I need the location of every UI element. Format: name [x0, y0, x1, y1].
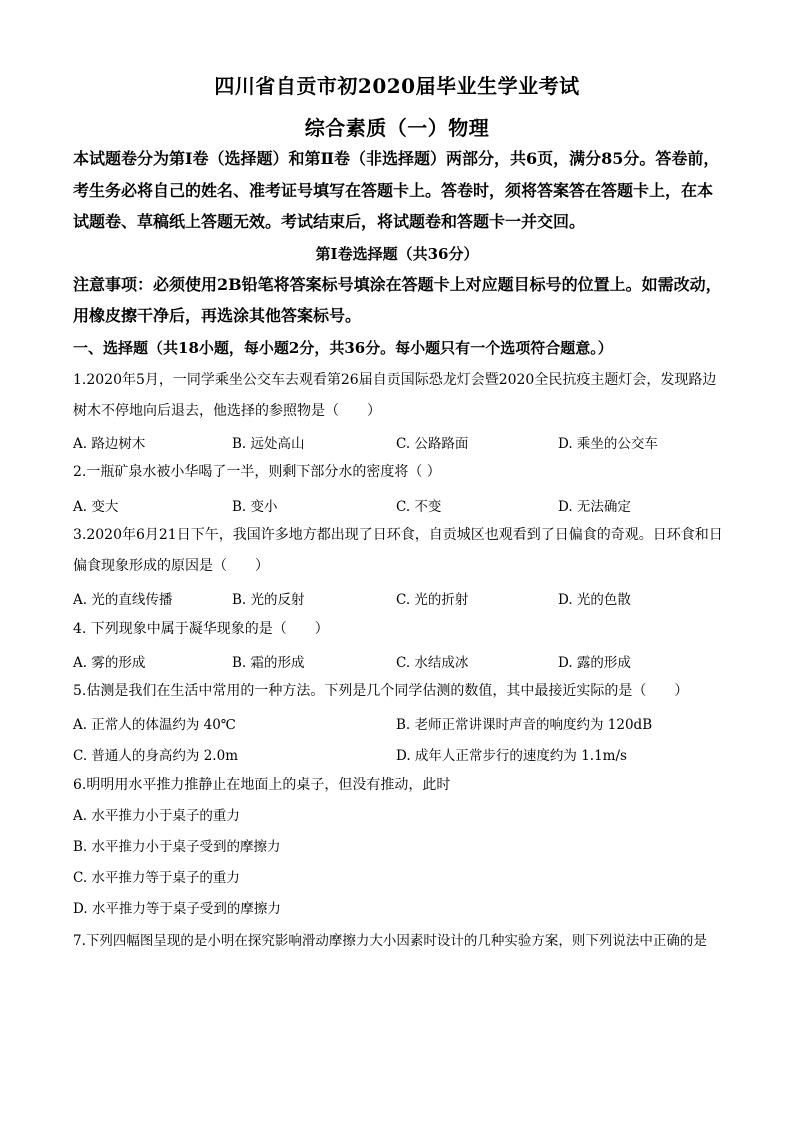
q6-stem: 6.明明用水平推力推静止在地面上的桌子，但没有推动，此时: [73, 777, 451, 793]
section-heading: 第Ⅰ卷选择题（共36分）: [315, 245, 479, 263]
q3-stem-2: 偏食现象形成的原因是（ ）: [73, 558, 269, 574]
q2-option-a: A. 变大: [73, 499, 119, 515]
q3-option-c: C. 光的折射: [396, 592, 469, 608]
q6-option-c: C. 水平推力等于桌子的重力: [73, 870, 240, 886]
q5-option-d: D. 成年人正常步行的速度约为 1.1m/s: [396, 748, 627, 764]
q5-option-a: A. 正常人的体温约为 40℃: [73, 717, 236, 733]
q4-option-b: B. 霜的形成: [232, 655, 305, 671]
q5-option-b: B. 老师正常讲课时声音的响度约为 120dB: [396, 717, 653, 733]
q3-option-d: D. 光的色散: [558, 592, 631, 608]
q1-stem-2: 树木不停地向后退去，他选择的参照物是（ ）: [73, 403, 381, 419]
q6-option-a: A. 水平推力小于桌子的重力: [73, 808, 240, 824]
q6-option-d: D. 水平推力等于桌子受到的摩擦力: [73, 901, 281, 917]
q4-option-c: C. 水结成冰: [396, 655, 469, 671]
q1-option-a: A. 路边树木: [73, 436, 146, 452]
q2-stem: 2.一瓶矿泉水被小华喝了一半，则剩下部分水的密度将（ ）: [73, 464, 441, 480]
intro-line-2: 考生务必将自己的姓名、准考证号填写在答题卡上。答卷时，须将答案答在答题卡上，在本: [73, 181, 714, 200]
q1-option-c: C. 公路路面: [396, 436, 469, 452]
part-heading: 一、选择题（共18小题，每小题2分，共36分。每小题只有一个选项符合题意。）: [73, 339, 613, 357]
intro-line-3: 试题卷、草稿纸上答题无效。考试结束后，将试题卷和答题卡一并交回。: [73, 212, 586, 231]
q6-option-b: B. 水平推力小于桌子受到的摩擦力: [73, 839, 281, 855]
q1-option-d: D. 乘坐的公交车: [558, 436, 658, 452]
q1-stem-1: 1.2020年5月，一同学乘坐公交车去观看第26届自贡国际恐龙灯会暨2020全民抗疫主题灯会，发现路边: [73, 372, 717, 388]
q4-option-a: A. 雾的形成: [73, 655, 146, 671]
q5-stem: 5.估测是我们在生活中常用的一种方法。下列是几个同学估测的数值，其中最接近实际的是（ ）: [73, 683, 689, 699]
exam-subtitle: 综合素质（一）物理: [304, 116, 490, 140]
q5-option-c: C. 普通人的身高约为 2.0m: [73, 748, 238, 764]
q4-stem: 4. 下列现象中属于凝华现象的是（ ）: [73, 621, 329, 637]
intro-line-1: 本试题卷分为第Ⅰ卷（选择题）和第Ⅱ卷（非选择题）两部分，共6页，满分85分。答卷前，: [73, 149, 720, 168]
exam-title: 四川省自贡市初2020届毕业生学业考试: [214, 74, 580, 98]
q3-option-a: A. 光的直线传播: [73, 592, 173, 608]
q2-option-b: B. 变小: [232, 499, 278, 515]
q2-option-c: C. 不变: [396, 499, 442, 515]
notice-line-1: 注意事项：必须使用2B铅笔将答案标号填涂在答题卡上对应题目标号的位置上。如需改动，: [73, 275, 722, 294]
q3-option-b: B. 光的反射: [232, 592, 305, 608]
q4-option-d: D. 露的形成: [558, 655, 631, 671]
notice-line-2: 用橡皮擦干净后，再选涂其他答案标号。: [73, 306, 362, 325]
q2-option-d: D. 无法确定: [558, 499, 631, 515]
q3-stem-1: 3.2020年6月21日下午，我国许多地方都出现了日环食，自贡城区也观看到了日偏食的奇观。日环食和日: [73, 527, 723, 543]
q1-option-b: B. 远处高山: [232, 436, 305, 452]
q7-stem: 7.下列四幅图呈现的是小明在探究影响滑动摩擦力大小因素时设计的几种实验方案，则下列说法中正确的是: [73, 933, 707, 949]
